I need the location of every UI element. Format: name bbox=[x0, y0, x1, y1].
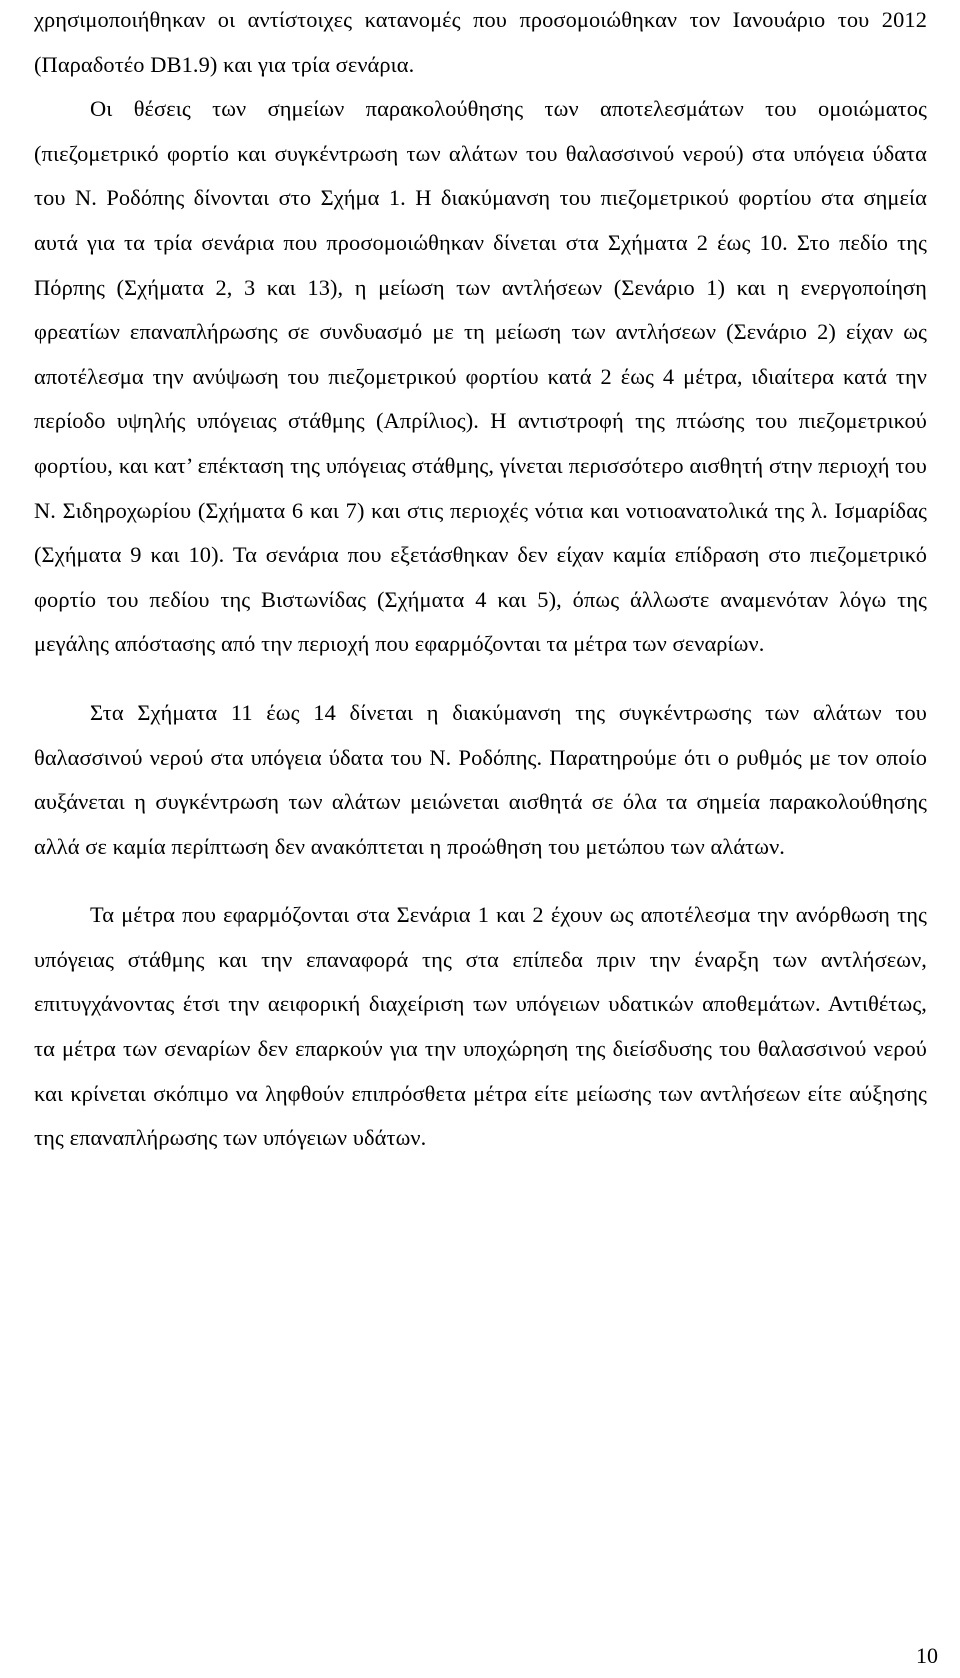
paragraph-continuation: χρησιμοποιήθηκαν οι αντίστοιχες κατανομές που προσομοιώθηκαν τον Ιανουάριο του 2012 (Παραδοτέο DB1.9) και για τρία σενάρια. bbox=[34, 7, 927, 77]
body-text bbox=[34, 0, 927, 1161]
page-number: 10 bbox=[916, 1643, 938, 1668]
paragraph-conclusions: Τα μέτρα που εφαρμόζονται στα Σενάρια 1 και 2 έχουν ως αποτέλεσμα την ανόρθωση της υπόγειας στάθμης και την επαναφορά της στα επίπεδα πριν την έναρξη των αντλήσεων, επιτυγχάνοντας έτσι την αειφορική διαχείριση των υπόγειων υδατικών αποθεμάτων. Αντιθέτως, τα μέτρα των σεναρίων δεν επαρκούν για την υποχώρηση της διείσδυσης του θαλασσινού νερού και κρίνεται σκόπιμο να ληφθούν επιπρόσθετα μέτρα είτε μείωσης των αντλήσεων είτε αύξησης της επαναπλήρωσης των υπόγειων υδάτων. bbox=[34, 902, 927, 1151]
paragraph-salt-concentration: Στα Σχήματα 11 έως 14 δίνεται η διακύμανση της συγκέντρωσης των αλάτων του θαλασσινού νερού στα υπόγεια ύδατα του Ν. Ροδόπης. Παρατηρούμε ότι ο ρυθμός με τον οποίο αυξάνεται η συγκέντρωση των αλάτων μειώνεται αισθητά σε όλα τα σημεία παρακολούθησης αλλά σε καμία περίπτωση δεν ανακόπτεται η προώθηση του μετώπου των αλάτων. bbox=[34, 699, 927, 859]
paragraph-monitoring-points: Οι θέσεις των σημείων παρακολούθησης των αποτελεσμάτων του ομοιώματος (πιεζομετρικό φορτίο και συγκέντρωση των αλάτων του θαλασσινού νερού) στα υπόγεια ύδατα του Ν. Ροδόπης δίνονται στο Σχήμα 1. Η διακύμανση του πιεζομετρικού φορτίου στα σημεία αυτά για τα τρία σενάρια που προσομοιώθηκαν δίνεται στα Σχήματα 2 έως 10. Στο πεδίο της Πόρπης (Σχήματα 2, 3 και 13), η μείωση των αντλήσεων (Σενάριο 1) και η ενεργοποίηση φρεατίων επαναπλήρωσης σε συνδυασμό με τη μείωση των αντλήσεων (Σενάριο 2) είχαν ως αποτέλεσμα την ανύψωση του πιεζομετρικού φορτίου κατά 2 έως 4 μέτρα, ιδιαίτερα κατά την περίοδο υψηλής υπόγειας στάθμης (Απρίλιος). Η αντιστροφή της πτώσης του πιεζομετρικού φορτίου, και κατ’ επέκταση της υπόγειας στάθμης, γίνεται περισσότερο αισθητή στην περιοχή του Ν. Σιδηροχωρίου (Σχήματα 6 και 7) και στις περιοχές νότια και νοτιοανατολικά της λ. Ισμαρίδας (Σχήματα 9 και 10). Τα σενάρια που εξετάσθηκαν δεν είχαν καμία επίδραση στο πιεζομετρικό φορτίο του πεδίου της Βιστωνίδας (Σχήματα 4 και 5), όπως άλλωστε αναμενόταν λόγω της μεγάλης απόστασης από την περιοχή που εφαρμόζονται τα μέτρα των σεναρίων. bbox=[34, 96, 927, 657]
